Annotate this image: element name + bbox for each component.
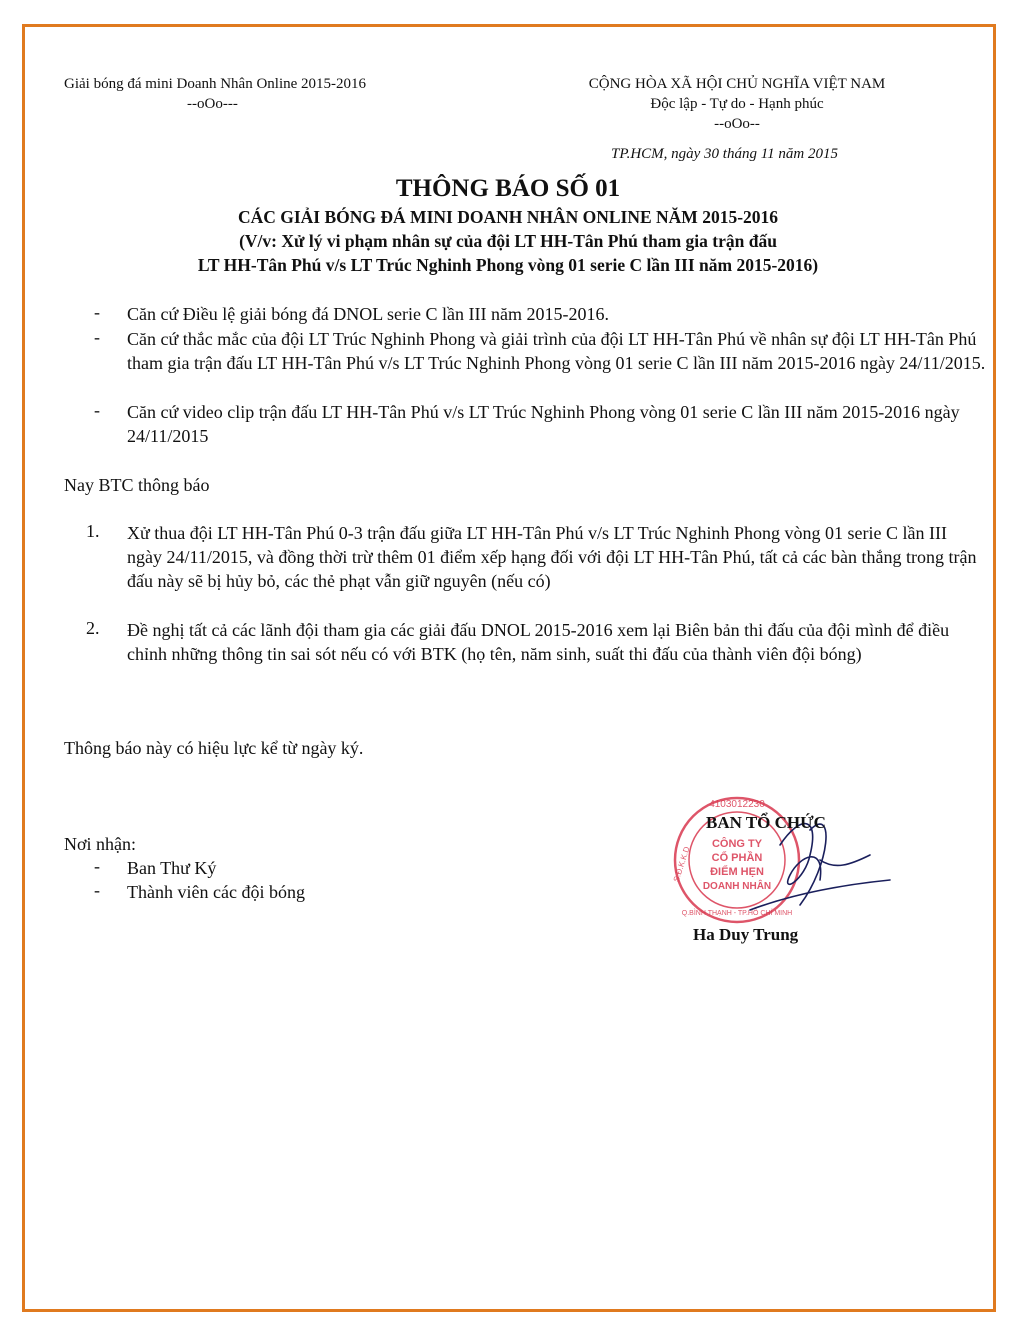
signatory-name: Ha Duy Trung <box>693 925 799 944</box>
decision-number: 2. <box>86 618 100 638</box>
company-stamp <box>660 785 910 945</box>
handwritten-signature <box>750 824 890 910</box>
notice-subtitle-1: CÁC GIẢI BÓNG ĐÁ MINI DOANH NHÂN ONLINE NĂM 2015-2016 <box>237 207 779 227</box>
stamp-line: Q.BÌNH THẠNH - TP.HỒ CHÍ MINH <box>681 910 793 917</box>
stamp-line: S.Đ.K.K.D <box>671 845 692 883</box>
date-line: TP.HCM, ngày 30 tháng 11 năm 2015 <box>611 146 838 162</box>
stamp-code: 4103012230 <box>709 799 765 810</box>
right-separator: --oOo-- <box>714 116 760 132</box>
ground-item: Căn cứ Điều lệ giải bóng đá DNOL serie C lần III năm 2015-2016. <box>127 304 609 324</box>
stamp-line: CỔ PHẦN <box>711 852 763 864</box>
decision-item: Đề nghị tất cả các lãnh đội tham gia các giải đấu DNOL 2015-2016 xem lại Biên bản thi đấu của đội mình để điều chỉnh những thông tin sai sót nếu có với BTK (họ tên, năm sinh, suất thi đấu của thành viên đội bóng) <box>127 620 950 664</box>
recipient-item: Ban Thư Ký <box>127 858 217 878</box>
country-name: CỘNG HÒA XÃ HỘI CHỦ NGHĨA VIỆT NAM <box>588 76 886 92</box>
signatory-role: BAN TỔ CHỨC <box>706 813 826 832</box>
decision-item: Xử thua đội LT HH-Tân Phú 0-3 trận đấu giữa LT HH-Tân Phú v/s LT Trúc Nghinh Phong vòng 01 serie C lần III ngày 24/11/2015, và đồng thời trừ thêm 01 điểm xếp hạng đối với đội LT HH-Tân Phú, tất cả các bàn thắng trong trận đấu này sẽ bị hủy bỏ, các thẻ phạt vẫn giữ nguyên (nếu có) <box>127 523 977 591</box>
notice-subtitle-3: LT HH-Tân Phú v/s LT Trúc Nghinh Phong vòng 01 serie C lần III năm 2015-2016) <box>197 255 819 275</box>
bullet: - <box>94 880 100 900</box>
notice-subtitle-2: (V/v: Xử lý vi phạm nhân sự của đội LT HH-Tân Phú tham gia trận đấu <box>239 231 777 251</box>
organizer-name: Giải bóng đá mini Doanh Nhân Online 2015-2016 <box>64 76 367 92</box>
ground-item: Căn cứ thắc mắc của đội LT Trúc Nghinh Phong và giải trình của đội LT HH-Tân Phú về nhân sự đội LT HH-Tân Phú tham gia trận đấu LT HH-Tân Phú v/s LT Trúc Nghinh Phong vòng 01 serie C lần III năm 2015-2016 ngày 24/11/2015. <box>127 329 986 373</box>
decision-number: 1. <box>86 521 100 541</box>
bullet: - <box>94 327 100 347</box>
recipients-label: Nơi nhận: <box>64 834 137 854</box>
ground-item: Căn cứ video clip trận đấu LT HH-Tân Phú v/s LT Trúc Nghinh Phong vòng 01 serie C lần III năm 2015-2016 ngày 24/11/2015 <box>127 402 960 446</box>
national-motto: Độc lập - Tự do - Hạnh phúc <box>650 96 824 112</box>
bullet: - <box>94 400 100 420</box>
bullet: - <box>94 302 100 322</box>
notice-title: THÔNG BÁO SỐ 01 <box>395 175 621 202</box>
stamp-line: DOANH NHÂN <box>702 881 772 892</box>
effect-statement: Thông báo này có hiệu lực kể từ ngày ký. <box>64 738 364 758</box>
stamp-line: ĐIỂM HẸN <box>710 866 764 878</box>
announce-intro: Nay BTC thông báo <box>64 475 210 495</box>
left-separator: --oOo--- <box>187 96 238 112</box>
stamp-line: CÔNG TY <box>711 838 763 850</box>
recipient-item: Thành viên các đội bóng <box>127 882 305 902</box>
bullet: - <box>94 856 100 876</box>
